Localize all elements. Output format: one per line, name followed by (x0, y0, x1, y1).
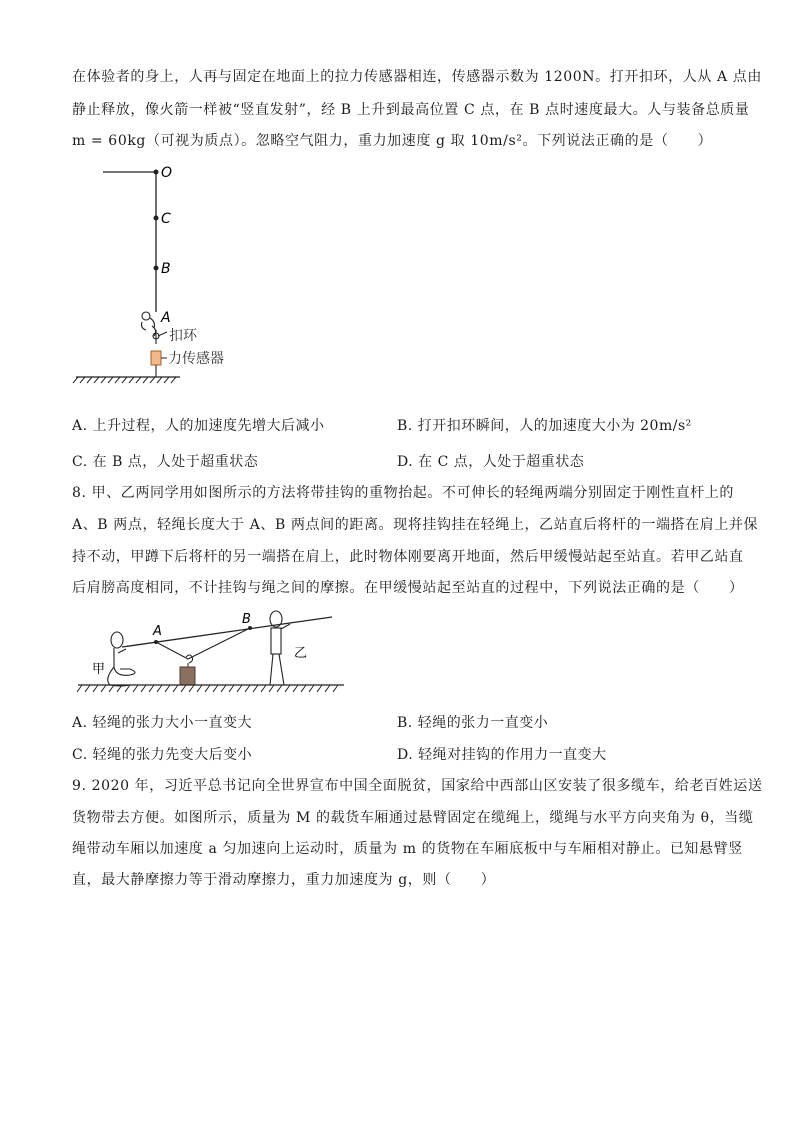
q9-stem-line-1: 9. 2020 年，习近平总书记向全世界宣布中国全面脱贫，国家给中西部山区安装了很多缆车，给老百姓运送 (72, 778, 763, 794)
person-jia-icon (108, 632, 135, 686)
q7-stem-line-1: 在体验者的身上，人再与固定在地面上的拉力传感器相连，传感器示数为 1200N。打开扣环，人从 A 点由 (72, 69, 762, 85)
label-b: B (242, 612, 251, 627)
q8-option-c[interactable]: C. 轻绳的张力先变大后变小 (72, 747, 253, 763)
q7-option-c[interactable]: C. 在 B 点，人处于超重状态 (72, 454, 259, 470)
label-o: O (161, 165, 173, 181)
person-icon (142, 312, 156, 336)
q7-figure (70, 160, 260, 385)
label-buckle: 扣环 (169, 328, 197, 344)
q9-stem-line-2: 货物带去方便。如图所示，质量为 M 的载货车厢通过悬臂固定在缆绳上，缆绳与水平方向夹角为 θ，当缆 (72, 810, 754, 826)
point-c (154, 216, 159, 221)
q7-option-a[interactable]: A. 上升过程，人的加速度先增大后减小 (72, 418, 325, 434)
q7-stem-line-2: 静止释放，像火箭一样被“竖直发射”，经 B 上升到最高位置 C 点，在 B 点时速度最大。人与装备总质量 (72, 102, 750, 118)
q8-option-d[interactable]: D. 轻绳对挂钩的作用力一直变大 (397, 747, 607, 763)
label-sensor: 力传感器 (168, 351, 224, 367)
label-jia: 甲 (92, 662, 106, 677)
q8-stem-line-3: 持不动，甲蹲下后将杆的另一端搭在肩上，此时物体刚要离开地面，然后甲缓慢站起至站直。若甲乙站直 (72, 549, 744, 565)
point-b (154, 266, 159, 271)
label-b: B (161, 261, 171, 277)
q8-figure-svg (74, 605, 349, 697)
q8-stem-line-4: 后肩膀高度相同，不计挂钩与绳之间的摩擦。在甲缓慢站起至站直的过程中，下列说法正确的是（ ） (72, 580, 744, 596)
q7-figure-svg (70, 160, 260, 385)
q9-stem-line-4: 直，最大静摩擦力等于滑动摩擦力，重力加速度为 g，则（ ） (72, 872, 496, 888)
q7-option-b[interactable]: B. 打开扣环瞬间，人的加速度大小为 20m/s² (397, 418, 692, 434)
q7-option-d[interactable]: D. 在 C 点，人处于超重状态 (397, 454, 585, 470)
buckle-pointer (158, 332, 167, 336)
label-a: A (153, 624, 162, 639)
label-c: C (161, 211, 171, 227)
ground-hatching (73, 377, 176, 383)
label-yi: 乙 (294, 646, 308, 661)
label-a: A (161, 310, 171, 326)
light-rope (156, 628, 250, 659)
weight-block (180, 667, 195, 685)
q8-option-a[interactable]: A. 轻绳的张力大小一直变大 (72, 715, 253, 731)
force-sensor (151, 351, 161, 365)
q7-stem-line-3: m = 60kg（可视为质点）。忽略空气阻力，重力加速度 g 取 10m/s²。下列说法正确的是（ ） (72, 133, 713, 149)
q8-option-b[interactable]: B. 轻绳的张力一直变小 (397, 715, 549, 731)
person-yi-icon (270, 611, 290, 685)
q8-stem-line-1: 8. 甲、乙两同学用如图所示的方法将带挂钩的重物抬起。不可伸长的轻绳两端分别固定于刚性直杆上的 (72, 485, 735, 501)
point-o (154, 170, 159, 175)
q8-stem-line-2: A、B 两点，轻绳长度大于 A、B 两点间的距离。现将挂钩挂在轻绳上，乙站直后将杆的一端搭在肩上并保 (72, 517, 759, 533)
q9-stem-line-3: 绳带动车厢以加速度 a 匀加速向上运动时，质量为 m 的货物在车厢底板中与车厢相对静止。已知悬臂竖 (72, 841, 743, 857)
q8-figure (74, 605, 349, 697)
